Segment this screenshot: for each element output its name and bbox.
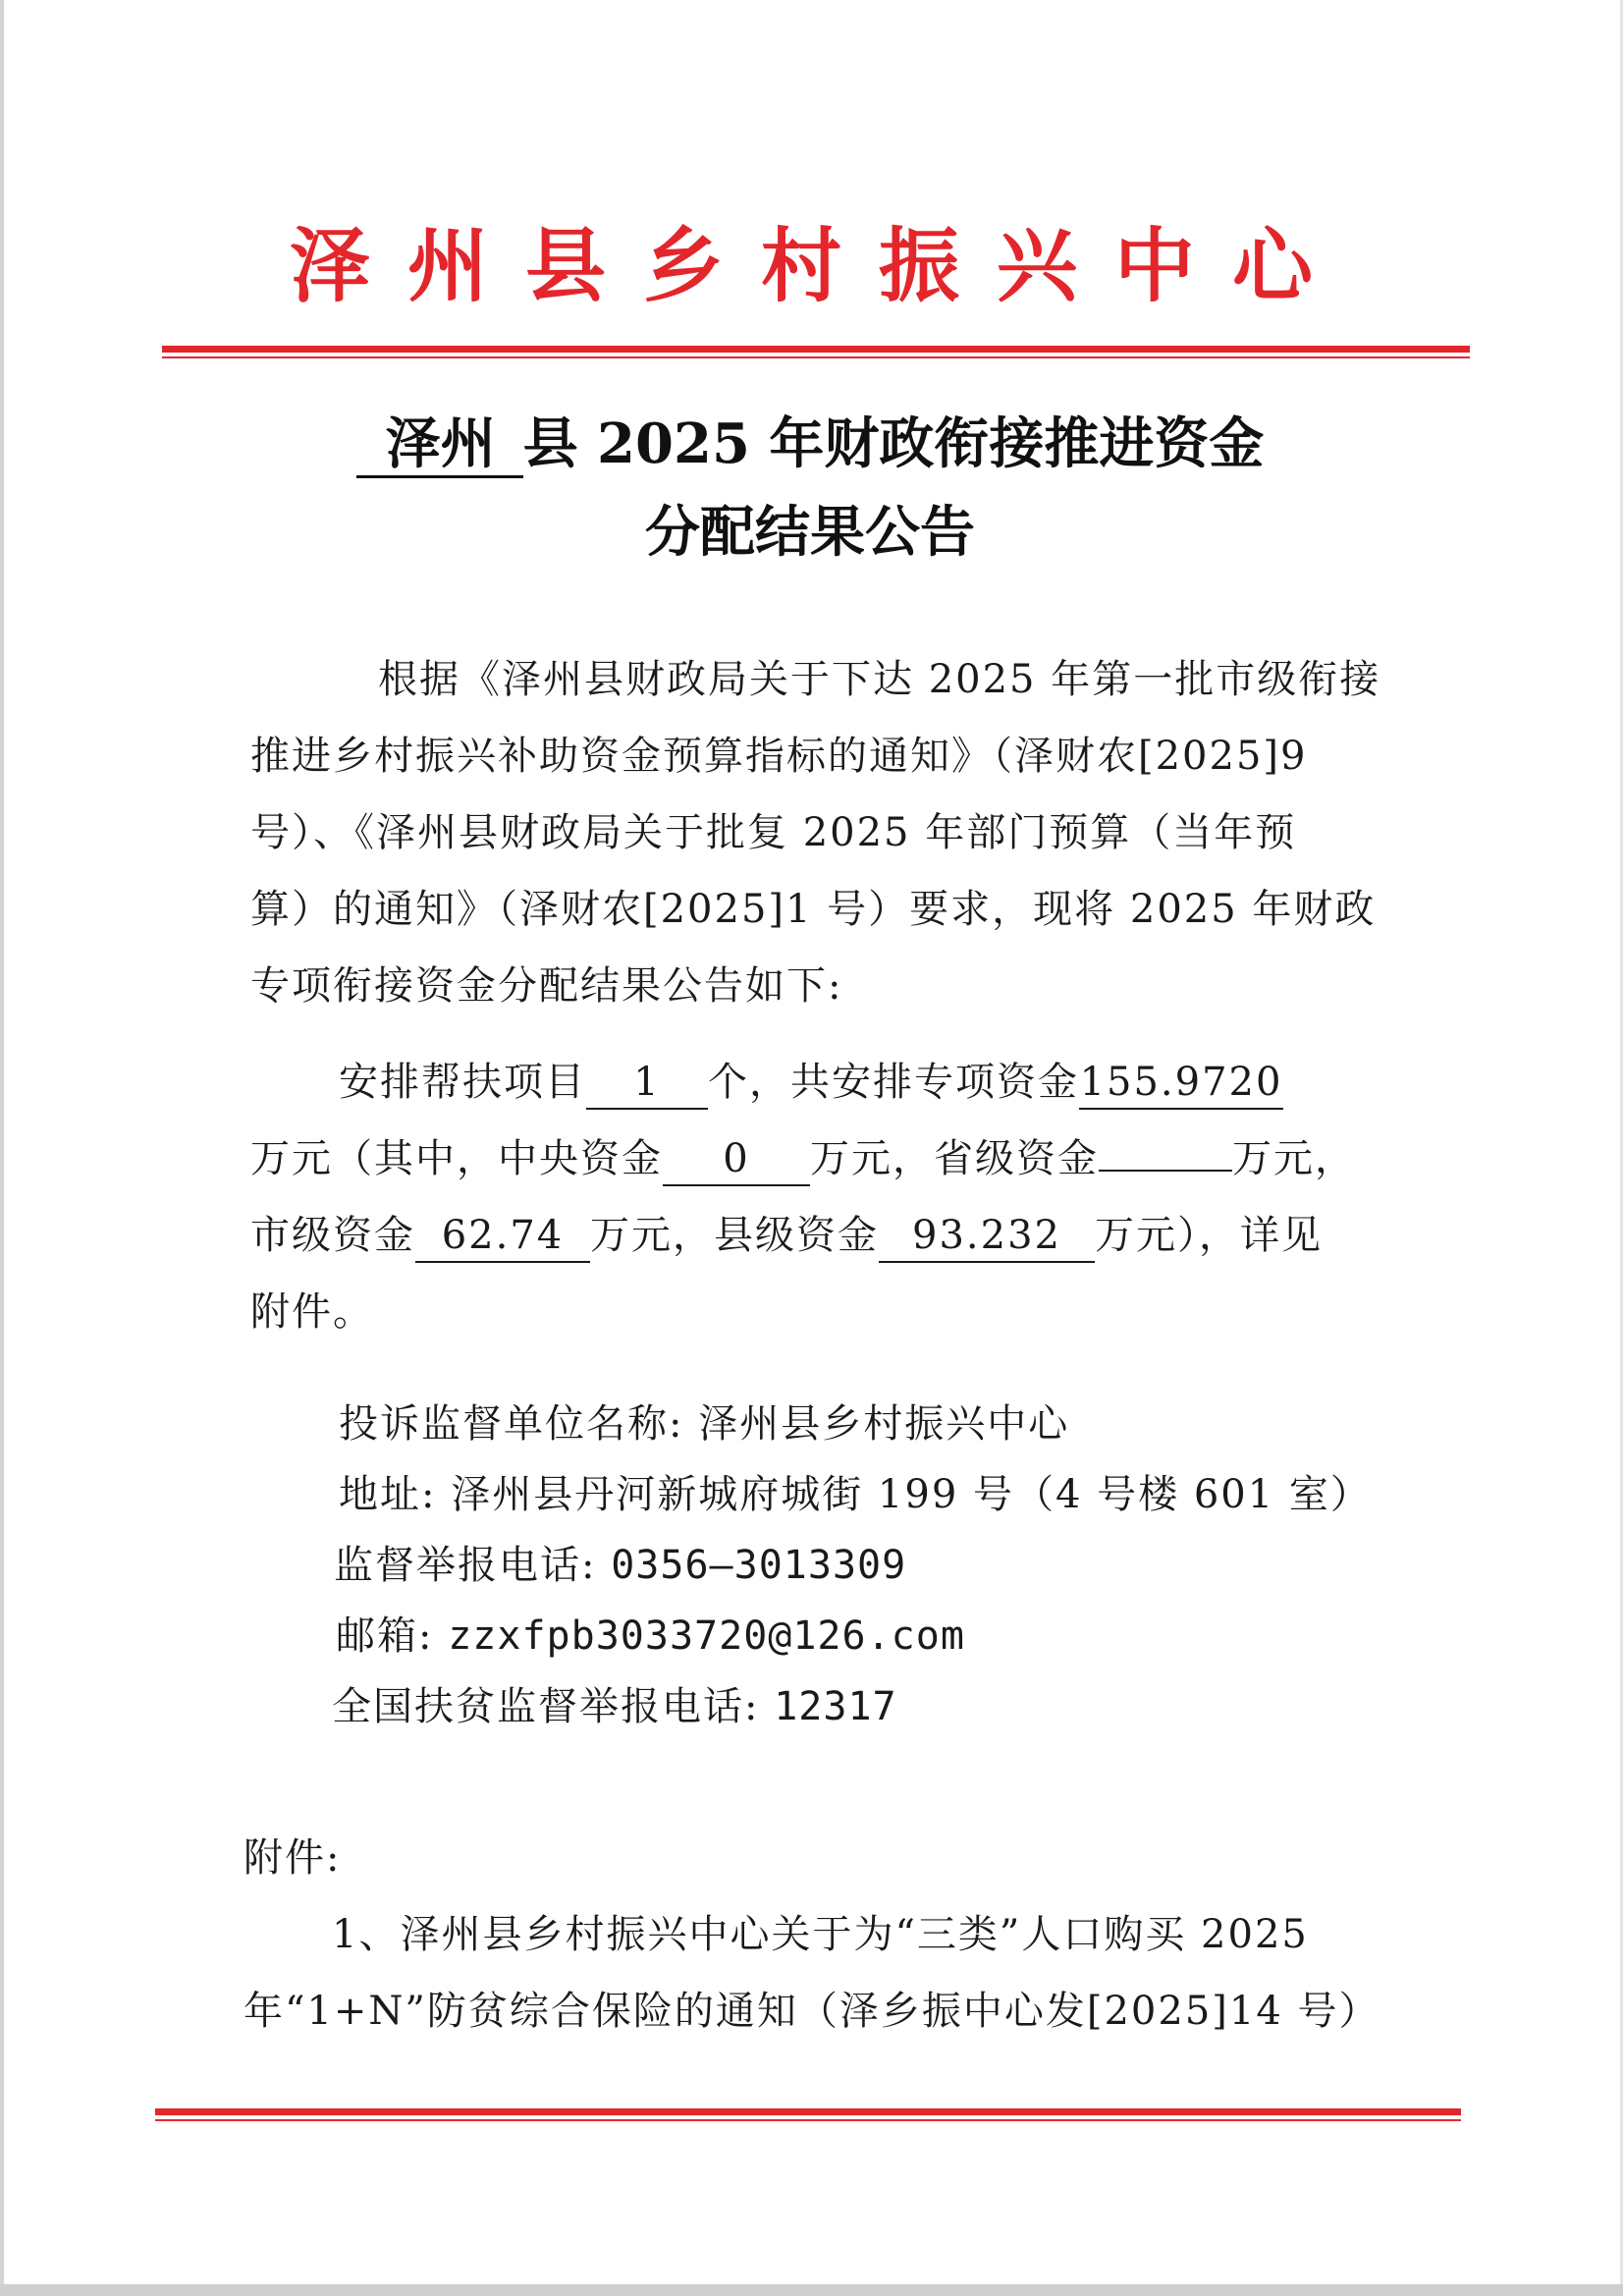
attachment-heading: 附件: [243, 1835, 342, 1881]
title-line1-text: 县 2025 年财政衔接推进资金 [522, 411, 1265, 476]
body-p2-line-4: 附件。 [250, 1289, 374, 1335]
contact-national-value: 12317 [774, 1684, 897, 1729]
body-p1-line-2: 推进乡村振兴补助资金预算指标的通知》（泽财农[2025]9 [250, 734, 1308, 779]
contact-phone-label: 监督举报电话: [334, 1543, 597, 1588]
scan-edge-bottom [0, 2284, 1623, 2296]
letterhead-title: 泽州县乡村振兴中心 [289, 220, 1350, 313]
attachment-item-1-line-1: 1、泽州县乡村振兴中心关于为“三类”人口购买 2025 [332, 1912, 1309, 1957]
document-title-line-1 [196, 405, 1424, 483]
p2-text-c: 万元（其中，中央资金 [250, 1136, 663, 1181]
body-p1-line-4: 算）的通知》（泽财农[2025]1 号）要求，现将 2025 年财政 [250, 887, 1377, 932]
document-title-line-2: 分配结果公告 [645, 500, 975, 565]
contact-unit [339, 1394, 1069, 1453]
body-p2-line-3 [250, 1206, 1323, 1265]
project-count-field: 1 [586, 1057, 708, 1110]
contact-unit-value: 泽州县乡村振兴中心 [698, 1401, 1070, 1447]
p2-text-g: 万元，县级资金 [590, 1213, 879, 1258]
p2-text-e: 万元， [1232, 1136, 1356, 1181]
contact-email-value: zzxfpb3033720@126.com [448, 1613, 965, 1659]
contact-email [336, 1607, 965, 1666]
attachment-item-1-line-2: 年“1+N”防贫综合保险的通知（泽乡振中心发[2025]14 号） [243, 1989, 1380, 2034]
central-fund-field: 0 [663, 1133, 810, 1186]
city-fund-field: 62.74 [415, 1210, 590, 1263]
contact-national-label: 全国扶贫监督举报电话: [332, 1684, 760, 1729]
p2-text-a: 安排帮扶项目 [339, 1060, 586, 1105]
contact-phone [334, 1536, 906, 1595]
p2-text-f: 市级资金 [250, 1213, 415, 1258]
contact-national-hotline [332, 1677, 897, 1736]
provincial-fund-field [1099, 1170, 1232, 1172]
total-fund-field: 155.9720 [1079, 1057, 1283, 1110]
contact-email-label: 邮箱: [336, 1613, 434, 1659]
contact-phone-value: 0356—3013309 [611, 1543, 907, 1588]
body-p2-line-1 [339, 1053, 1283, 1112]
p2-text-d: 万元，省级资金 [810, 1136, 1099, 1181]
contact-address-value: 泽州县丹河新城府城街 199 号（4 号楼 601 室） [451, 1472, 1372, 1517]
contact-unit-label: 投诉监督单位名称: [339, 1401, 684, 1447]
body-p2-line-2 [250, 1129, 1356, 1188]
contact-address-label: 地址: [339, 1472, 437, 1517]
county-fund-field: 93.232 [879, 1210, 1095, 1263]
title-county-underlined: 泽州 [356, 412, 523, 478]
body-p1-line-5: 专项衔接资金分配结果公告如下: [250, 963, 843, 1009]
p2-text-b: 个，共安排专项资金 [708, 1060, 1079, 1105]
contact-address [339, 1465, 1372, 1524]
footer-red-rule [155, 2108, 1461, 2121]
body-p1-line-3: 号）、《泽州县财政局关于批复 2025 年部门预算（当年预 [250, 810, 1297, 855]
letterhead-red-rule [162, 346, 1470, 358]
p2-text-h: 万元），详见 [1095, 1213, 1323, 1258]
body-p1-line-1: 根据《泽州县财政局关于下达 2025 年第一批市级衔接 [378, 657, 1381, 702]
scan-edge-left [0, 0, 4, 2296]
